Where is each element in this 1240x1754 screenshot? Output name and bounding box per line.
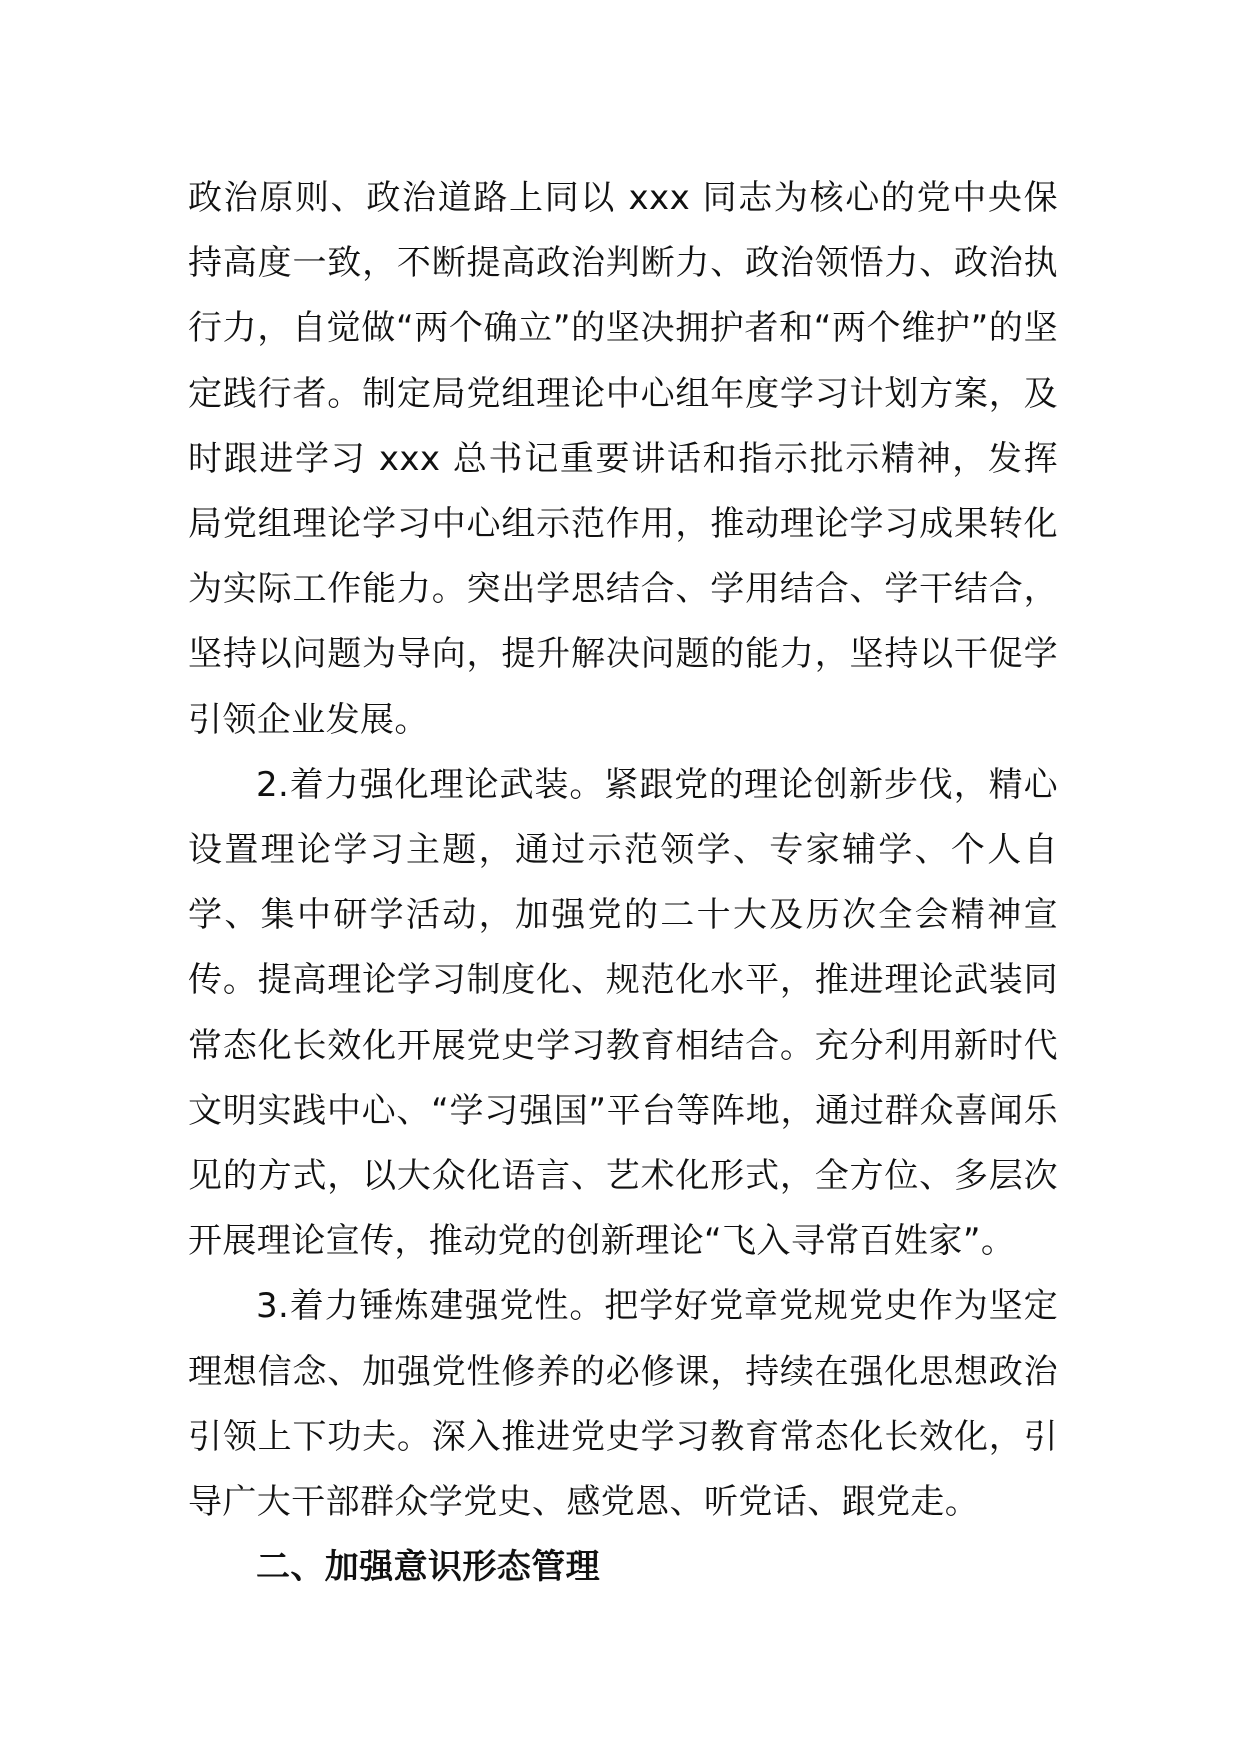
paragraph-theory-arming: 2.着力强化理论武装。紧跟党的理论创新步伐，精心设置理论学习主题，通过示范领学、专家辅学、个人自学、集中研学活动，加强党的二十大及历次全会精神宣传。提高理论学习制度化、规范化水平，推进理论武装同常态化长效化开展党史学习教育相结合。充分利用新时代文明实践中心、“学习强国”平台等阵地，通过群众喜闻乐见的方式，以大众化语言、艺术化形式，全方位、多层次开展理论宣传，推动党的创新理论“飞入寻常百姓家”。	[188, 764, 1058, 1262]
section-heading-ideology: 二、加强意识形态管理	[256, 1547, 600, 1588]
paragraph-party-spirit: 3.着力锤炼建强党性。把学好党章党规党史作为坚定理想信念、加强党性修养的必修课，持续在强化思想政治引领上下功夫。深入推进党史学习教育常态化长效化，引导广大干部群众学党史、感党恩、听党话、跟党走。	[188, 1286, 1058, 1523]
paragraph-political-alignment: 政治原则、政治道路上同以 xxx 同志为核心的党中央保持高度一致，不断提高政治判断力、政治领悟力、政治执行力，自觉做“两个确立”的坚决拥护者和“两个维护”的坚定践行者。制定局党组理论中心组年度学习计划方案，及时跟进学习 xxx 总书记重要讲话和指示批示精神，发挥局党组理论学习中心组示范作用，推动理论学习成果转化为实际工作能力。突出学思结合、学用结合、学干结合，坚持以问题为导向，提升解决问题的能力，坚持以干促学引领企业发展。	[188, 178, 1058, 740]
document-body	[188, 166, 1058, 1600]
